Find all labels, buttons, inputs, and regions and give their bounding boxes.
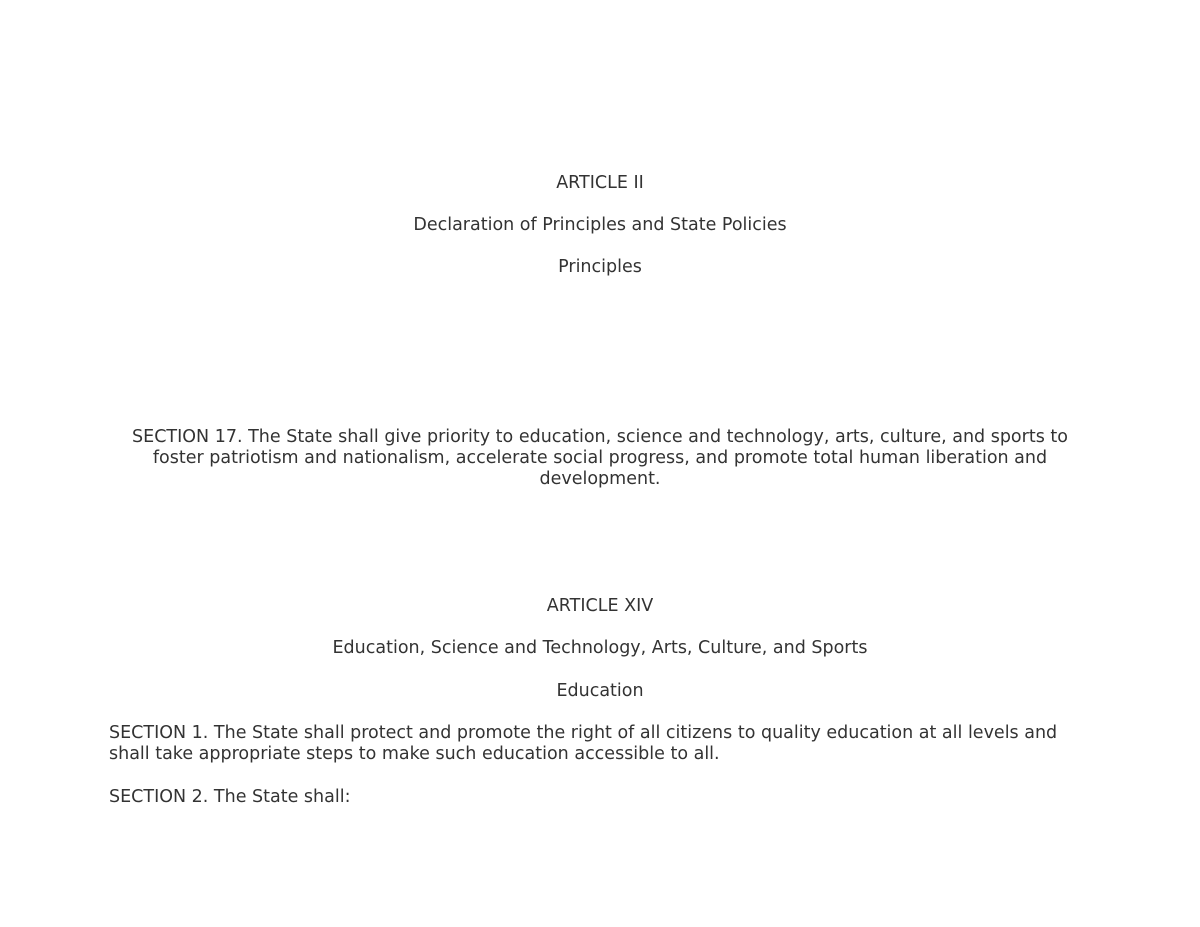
article-14-subtitle: Education [556,681,644,701]
article-2-subtitle: Principles [558,257,642,277]
article-14-title: Education, Science and Technology, Arts, Culture, and Sports [332,638,868,658]
article-14-heading: ARTICLE XIV [546,596,654,616]
article-2-section-17: SECTION 17. The State shall give priority to education, science and technology, arts, culture, and sports to foster patriotism and nationalism, accelerate social progress, and promote total human liberation and development. [132,427,1068,489]
article-14-section-1: SECTION 1. The State shall protect and promote the right of all citizens to quality education at all levels and shall take appropriate steps to make such education accessible to all. [109,723,1058,764]
article-2-title: Declaration of Principles and State Policies [413,215,787,235]
article-14-section-2: SECTION 2. The State shall: [109,787,351,807]
article-2-heading: ARTICLE II [556,173,644,193]
